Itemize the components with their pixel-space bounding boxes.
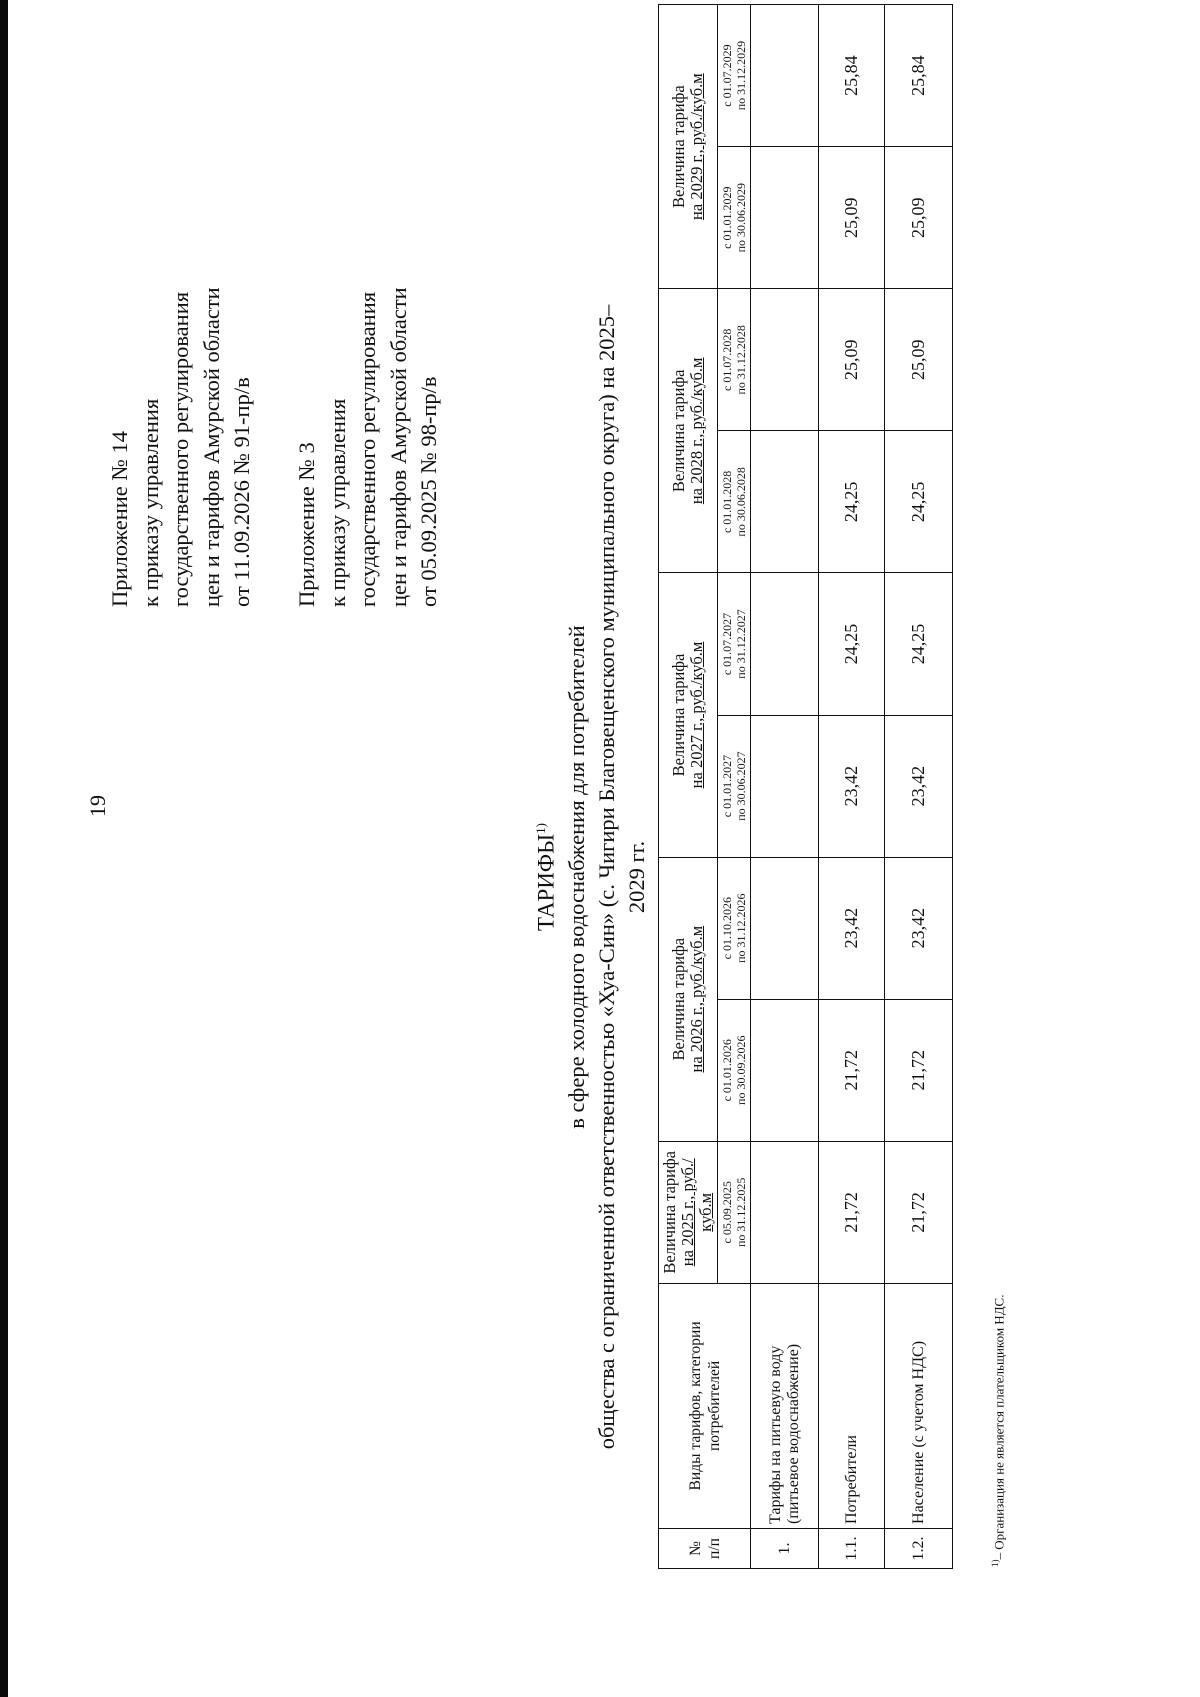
value-cell: 25,09	[819, 289, 885, 431]
period-cell: с 01.01.2027 по 30.06.2027	[718, 715, 751, 857]
value-cell	[751, 1141, 819, 1283]
header-num: № п/п	[659, 1528, 751, 1568]
title-heading-line	[526, 257, 562, 1497]
footnote-text: – Организация не является плательщиком НДС.	[991, 1294, 1007, 1560]
table-row	[751, 5, 819, 1569]
value-cell	[751, 573, 819, 715]
title-heading: ТАРИФЫ	[533, 833, 559, 931]
value-cell: 24,25	[819, 573, 885, 715]
appendix-line: к приказу управления	[137, 398, 163, 607]
value-cell: 23,42	[819, 857, 885, 999]
value-cell	[751, 147, 819, 289]
table-header-row	[659, 5, 718, 1569]
value-cell	[751, 999, 819, 1141]
header-year-2029: Величина тарифа на 2029 г., руб./куб.м	[659, 5, 718, 289]
value-cell: 23,42	[885, 715, 953, 857]
appendix-line: цен и тарифов Амурской области	[198, 287, 224, 607]
value-cell: 21,72	[885, 1141, 953, 1283]
appendix-line: от 11.09.2026 № 91-пр/в	[229, 377, 254, 607]
value-cell: 25,09	[885, 289, 953, 431]
period-cell: с 01.01.2029 по 30.06.2029	[718, 147, 751, 289]
appendix-line: Приложение № 14	[107, 431, 132, 607]
period-cell: с 01.07.2027 по 31.12.2027	[718, 573, 751, 715]
title-footnote-mark: 1)	[533, 823, 548, 834]
value-cell: 25,09	[819, 147, 885, 289]
value-cell: 24,25	[885, 431, 953, 573]
value-cell	[751, 857, 819, 999]
value-cell: 21,72	[819, 1141, 885, 1283]
appendix-line: от 05.09.2025 № 98-пр/в	[416, 376, 441, 607]
header-year-2025: Величина тарифа на 2025 г., руб./куб.м	[659, 1141, 718, 1283]
appendix-line: государственного регулирования	[355, 291, 380, 607]
row-num: 1.	[751, 1528, 819, 1568]
value-cell: 25,09	[885, 147, 953, 289]
appendix-block-previous	[292, 287, 445, 607]
value-cell: 21,72	[885, 999, 953, 1141]
value-cell: 21,72	[819, 999, 885, 1141]
value-cell: 25,84	[885, 5, 953, 147]
value-cell: 23,42	[885, 857, 953, 999]
period-cell: с 01.01.2026 по 30.09.2026	[718, 999, 751, 1141]
tariff-table	[658, 4, 953, 1569]
header-year-2028: Величина тарифа на 2028 г., руб./куб.м	[659, 289, 718, 573]
value-cell	[751, 715, 819, 857]
period-cell: с 01.07.2028 по 31.12.2028	[718, 289, 751, 431]
page-number: 19	[85, 795, 110, 817]
period-cell: с 05.09.2025 по 31.12.2025	[718, 1141, 751, 1283]
row-num: 1.2.	[885, 1528, 953, 1568]
period-cell: с 01.10.2026 по 31.12.2026	[718, 857, 751, 999]
appendix-line: цен и тарифов Амурской области	[385, 287, 411, 607]
appendix-line: к приказу управления	[324, 398, 350, 607]
value-cell	[751, 5, 819, 147]
value-cell: 23,42	[819, 715, 885, 857]
appendix-line: государственного регулирования	[168, 291, 193, 607]
appendix-block-current	[105, 287, 258, 607]
row-num: 1.1.	[819, 1528, 885, 1568]
row-kind: Тарифы на питьевую воду (питьевое водоснабжение)	[751, 1283, 819, 1528]
table-row	[885, 5, 953, 1569]
title-line-1: в сфере холодного водоснабжения для потребителей	[563, 625, 589, 1129]
footnote-mark: 1)	[990, 1559, 1000, 1567]
value-cell	[751, 431, 819, 573]
row-kind: Потребители	[819, 1283, 885, 1528]
value-cell: 25,84	[819, 5, 885, 147]
appendix-line: Приложение № 3	[294, 442, 319, 607]
title-line-2: общества с ограниченной ответственностью «Хуа-Син» (с. Чигири Благовещенского муниципального округа) на 2025–	[593, 304, 619, 1450]
value-cell: 24,25	[885, 573, 953, 715]
value-cell	[751, 289, 819, 431]
row-kind: Население (с учетом НДС)	[885, 1283, 953, 1528]
footnote	[990, 1295, 1007, 1567]
period-cell: с 01.01.2028 по 30.06.2028	[718, 431, 751, 573]
title-line-3: 2029 гг.	[623, 840, 649, 914]
header-year-2027: Величина тарифа на 2027 г., руб./куб.м	[659, 573, 718, 857]
document-title	[526, 257, 652, 1497]
header-year-2026: Величина тарифа на 2026 г., руб./куб.м	[659, 857, 718, 1141]
value-cell: 24,25	[819, 431, 885, 573]
header-kind: Виды тарифов, категории потребителей	[659, 1283, 751, 1528]
period-cell: с 01.07.2029 по 31.12.2029	[718, 5, 751, 147]
table-row	[819, 5, 885, 1569]
